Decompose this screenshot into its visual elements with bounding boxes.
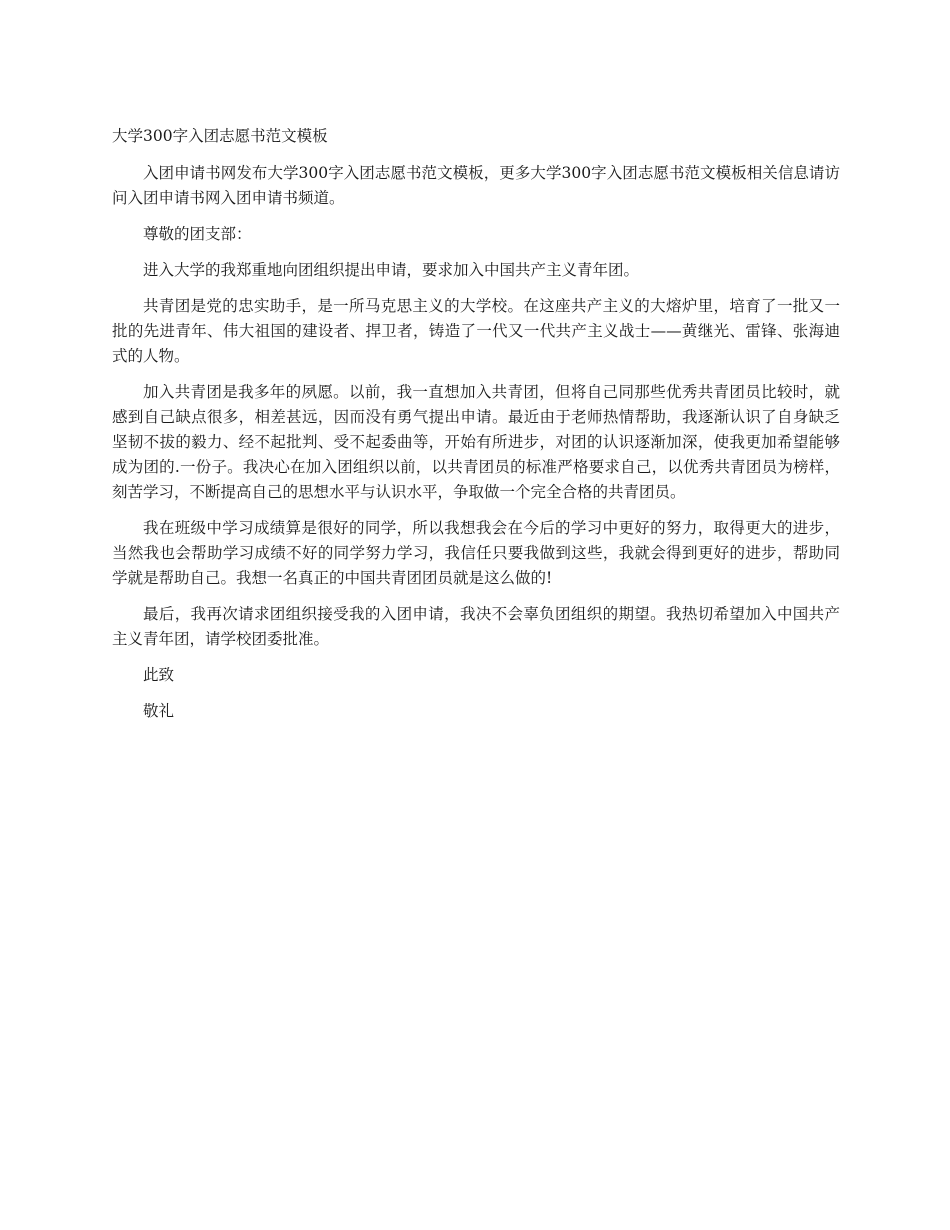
- salutation: 尊敬的团支部：: [143, 225, 252, 243]
- document-title: 大学300字入团志愿书范文模板: [112, 127, 328, 145]
- document-page: [112, 124, 840, 735]
- body-paragraph: 最后，我再次请求团组织接受我的入团申请，我决不会辜负团组织的期望。我热切希望加入中国共产主义青年团，请学校团委批准。: [112, 605, 840, 648]
- body-paragraph: 加入共青团是我多年的夙愿。以前，我一直想加入共青团，但将自己同那些优秀共青团员比较时，就感到自己缺点很多，相差甚远，因而没有勇气提出申请。最近由于老师热情帮助，我逐渐认识了自身缺乏坚韧不拔的毅力、经不起批判、受不起委曲等，开始有所进步，对团的认识逐渐加深，使我更加希望能够成为团的.一份子。我决心在加入团组织以前，以共青团员的标准严格要求自己，以优秀共青团员为榜样，刻苦学习，不断提高自己的思想水平与认识水平，争取做一个完全合格的共青团员。: [112, 383, 840, 501]
- body-paragraph: 进入大学的我郑重地向团组织提出申请，要求加入中国共产主义青年团。: [143, 261, 640, 279]
- body-paragraph: 共青团是党的忠实助手，是一所马克思主义的大学校。在这座共产主义的大熔炉里，培育了一批又一批的先进青年、伟大祖国的建设者、捍卫者，铸造了一代又一代共产主义战士——黄继光、雷锋、张海迪式的人物。: [112, 297, 840, 365]
- body-paragraph: 我在班级中学习成绩算是很好的同学，所以我想我会在今后的学习中更好的努力，取得更大的进步，当然我也会帮助学习成绩不好的同学努力学习，我信任只要我做到这些，我就会得到更好的进步，帮助同学就是帮助自己。我想一名真正的中国共青团团员就是这么做的!: [112, 519, 840, 587]
- closing-regards: 敬礼: [143, 702, 175, 720]
- intro-paragraph: 入团申请书网发布大学300字入团志愿书范文模板，更多大学300字入团志愿书范文模板相关信息请访问入团申请书网入团申请书频道。: [112, 164, 840, 207]
- closing-line: 此致: [143, 666, 175, 684]
